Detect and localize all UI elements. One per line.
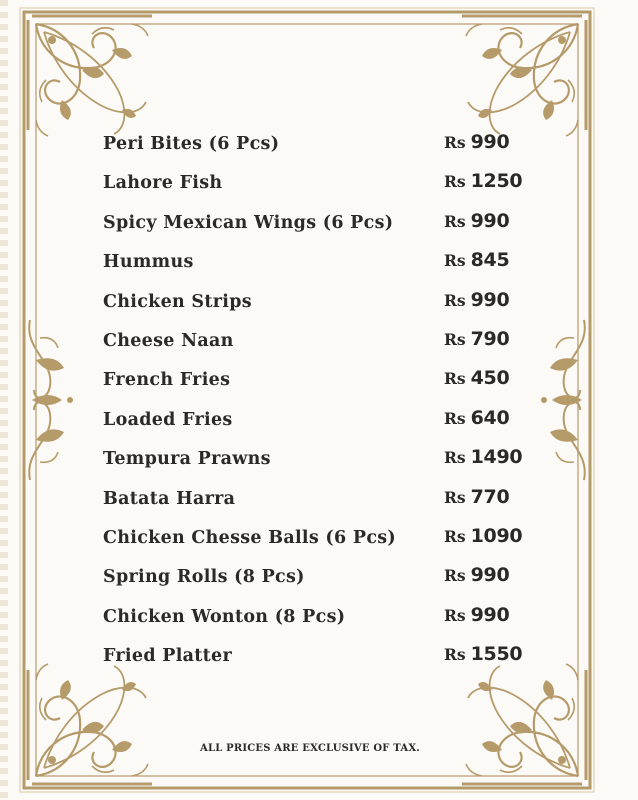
price-value: 990 — [470, 603, 510, 626]
item-price — [444, 486, 509, 508]
item-name: Spicy Mexican Wings (6 Pcs) — [103, 212, 394, 233]
item-price — [444, 328, 509, 350]
currency-label: Rs — [444, 329, 466, 349]
item-name: Tempura Prawns — [103, 449, 271, 470]
item-name: Lahore Fish — [103, 173, 223, 194]
currency-label: Rs — [444, 645, 466, 665]
item-price — [444, 131, 509, 153]
menu-item — [103, 210, 533, 249]
item-name: Spring Rolls (8 Pcs) — [103, 567, 305, 588]
item-name: Chicken Strips — [103, 291, 252, 312]
price-value: 1250 — [470, 170, 523, 193]
menu-item — [103, 249, 533, 288]
menu-list — [103, 131, 533, 682]
currency-label: Rs — [444, 448, 466, 468]
menu-item — [103, 131, 533, 170]
price-value: 1090 — [470, 524, 523, 547]
currency-label: Rs — [444, 211, 466, 231]
price-value: 845 — [470, 249, 510, 272]
item-name: Loaded Fries — [103, 409, 233, 430]
currency-label: Rs — [444, 526, 466, 546]
price-value: 990 — [470, 564, 510, 587]
currency-label: Rs — [444, 290, 466, 310]
menu-item — [103, 486, 533, 525]
price-value: 1550 — [470, 643, 523, 666]
menu-item — [103, 407, 533, 446]
currency-label: Rs — [444, 369, 466, 389]
currency-label: Rs — [444, 487, 466, 507]
menu-item — [103, 564, 533, 603]
currency-label: Rs — [444, 172, 466, 192]
menu-item — [103, 170, 533, 209]
menu-item — [103, 643, 533, 682]
price-value: 770 — [470, 485, 510, 508]
currency-label: Rs — [444, 566, 466, 586]
item-name: French Fries — [103, 370, 231, 391]
menu-item — [103, 604, 533, 643]
price-value: 450 — [470, 367, 510, 390]
item-price — [444, 643, 522, 665]
currency-label: Rs — [444, 133, 466, 152]
item-price — [444, 249, 509, 271]
item-price — [444, 210, 509, 232]
item-name: Hummus — [103, 252, 194, 273]
price-value: 990 — [470, 209, 510, 232]
item-name: Batata Harra — [103, 488, 236, 509]
item-price — [444, 446, 522, 468]
item-price — [444, 525, 522, 547]
item-price — [444, 367, 509, 389]
item-name: Chicken Wonton (8 Pcs) — [103, 606, 346, 627]
currency-label: Rs — [444, 251, 466, 271]
price-value: 990 — [470, 131, 510, 153]
menu-item — [103, 446, 533, 485]
price-value: 790 — [470, 327, 510, 350]
item-name: Cheese Naan — [103, 330, 234, 351]
item-name: Fried Platter — [103, 646, 233, 667]
price-value: 990 — [470, 288, 510, 311]
currency-label: Rs — [444, 605, 466, 625]
item-name: Chicken Chesse Balls (6 Pcs) — [103, 527, 397, 548]
item-name: Peri Bites (6 Pcs) — [103, 134, 280, 154]
item-price — [444, 564, 509, 586]
price-value: 1490 — [470, 446, 523, 469]
menu-item — [103, 328, 533, 367]
item-price — [444, 604, 509, 626]
menu-item — [103, 525, 533, 564]
currency-label: Rs — [444, 408, 466, 428]
item-price — [444, 170, 522, 192]
menu-item — [103, 289, 533, 328]
item-price — [444, 289, 509, 311]
menu-item — [103, 367, 533, 406]
tax-note: ALL PRICES ARE EXCLUSIVE OF TAX. — [200, 743, 420, 754]
item-price — [444, 407, 509, 429]
price-value: 640 — [470, 406, 510, 429]
